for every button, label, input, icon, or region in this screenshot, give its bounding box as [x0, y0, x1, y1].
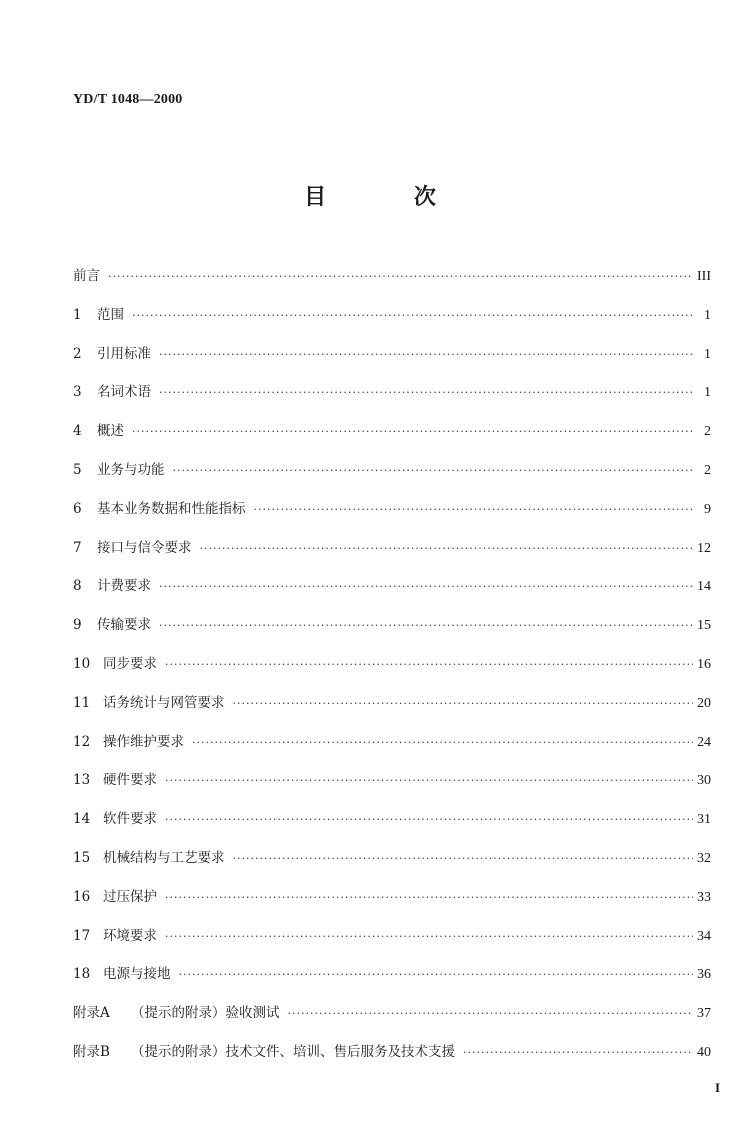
- toc-dot-leader: [254, 500, 696, 520]
- toc-dot-leader: [159, 345, 695, 365]
- toc-entry-number: 1: [73, 306, 82, 323]
- toc-entry-14[interactable]: [73, 809, 711, 848]
- toc-entry-label: 话务统计与网管要求: [103, 694, 225, 711]
- toc-entry-number: 13: [73, 772, 91, 789]
- toc-dot-leader: [233, 849, 694, 869]
- toc-entry-17[interactable]: [73, 926, 711, 965]
- toc-dot-leader: [200, 539, 694, 559]
- toc-entry-page: 1: [704, 346, 711, 362]
- toc-entry-9[interactable]: [73, 615, 711, 654]
- toc-entry-page: 1: [704, 307, 711, 323]
- toc-dot-leader: [132, 306, 695, 326]
- toc-entry-label: 基本业务数据和性能指标: [97, 500, 246, 517]
- toc-entry-page: 34: [697, 928, 711, 944]
- toc-entry-label: 范围: [97, 306, 124, 323]
- toc-dot-leader: [165, 655, 693, 675]
- toc-entry-number: 5: [73, 461, 82, 478]
- toc-entry-label: 软件要求: [103, 811, 157, 828]
- toc-dot-leader: [179, 965, 694, 985]
- toc-entry-number: 16: [73, 888, 91, 905]
- toc-entry-label: 机械结构与工艺要求: [103, 849, 225, 866]
- toc-entry-label: （提示的附录）验收测试: [131, 1005, 280, 1022]
- toc-entry-number: 7: [73, 539, 82, 556]
- toc-entry-15[interactable]: [73, 848, 711, 887]
- toc-entry-8[interactable]: [73, 576, 711, 615]
- toc-entry-label: 业务与功能: [97, 461, 165, 478]
- toc-entry-16[interactable]: [73, 887, 711, 926]
- toc-entry-appendix-a[interactable]: [73, 1003, 711, 1042]
- toc-entry-number: 4: [73, 423, 82, 440]
- toc-entry-6[interactable]: [73, 499, 711, 538]
- toc-entry-page: 2: [704, 424, 711, 440]
- toc-dot-leader: [192, 733, 693, 753]
- toc-entry-page: 24: [697, 734, 711, 750]
- toc-entry-number: 附录B: [73, 1043, 110, 1060]
- toc-dot-leader: [108, 267, 693, 287]
- toc-entry-page: 40: [697, 1044, 711, 1060]
- toc-entry-page: 37: [697, 1006, 711, 1022]
- toc-entry-number: 3: [73, 384, 82, 401]
- toc-entry-number: 8: [73, 578, 82, 595]
- toc-entry-5[interactable]: [73, 460, 711, 499]
- toc-dot-leader: [165, 888, 693, 908]
- toc-entry-3[interactable]: [73, 382, 711, 421]
- toc-entry-label: 前言: [73, 268, 100, 284]
- toc-dot-leader: [463, 1043, 693, 1063]
- toc-entry-11[interactable]: [73, 693, 711, 732]
- toc-entry-label: 硬件要求: [103, 772, 157, 789]
- toc-dot-leader: [159, 616, 693, 636]
- toc-entry-page: 1: [704, 385, 711, 401]
- toc-entry-appendix-b[interactable]: [73, 1042, 711, 1081]
- toc-entry-page: III: [697, 269, 711, 284]
- toc-entry-number: 11: [73, 694, 91, 711]
- toc-entry-page: 32: [697, 850, 711, 866]
- toc-entry-number: 2: [73, 345, 82, 362]
- toc-entry-page: 12: [697, 540, 711, 556]
- toc-entry-label: 过压保护: [103, 888, 157, 905]
- toc-entry-page: 36: [697, 967, 711, 983]
- toc-entry-4[interactable]: [73, 421, 711, 460]
- toc-entry-18[interactable]: [73, 964, 711, 1003]
- toc-entry-12[interactable]: [73, 732, 711, 771]
- toc-entry-2[interactable]: [73, 344, 711, 383]
- toc-dot-leader: [159, 383, 695, 403]
- toc-entry-page: 9: [704, 501, 711, 517]
- toc-dot-leader: [233, 694, 694, 714]
- toc-entry-preface[interactable]: [73, 266, 711, 305]
- toc-dot-leader: [173, 461, 696, 481]
- toc-entry-label: 同步要求: [103, 655, 157, 672]
- toc-dot-leader: [165, 771, 693, 791]
- toc-entry-number: 18: [73, 966, 91, 983]
- toc-entry-number: 12: [73, 733, 91, 750]
- toc-entry-label: 计费要求: [97, 578, 151, 595]
- toc-entry-1[interactable]: [73, 305, 711, 344]
- toc-dot-leader: [165, 927, 693, 947]
- toc-entry-page: 2: [704, 462, 711, 478]
- toc-entry-label: 电源与接地: [103, 966, 171, 983]
- toc-entry-number: 14: [73, 811, 91, 828]
- toc-dot-leader: [288, 1004, 694, 1024]
- toc-entry-number: 附录A: [73, 1005, 110, 1022]
- toc-entry-7[interactable]: [73, 538, 711, 577]
- toc-entry-page: 30: [697, 773, 711, 789]
- toc-entry-number: 17: [73, 927, 91, 944]
- toc-entry-13[interactable]: [73, 770, 711, 809]
- toc-dot-leader: [165, 810, 693, 830]
- table-of-contents: [73, 266, 711, 1081]
- toc-entry-label: 环境要求: [103, 927, 157, 944]
- toc-entry-page: 33: [697, 889, 711, 905]
- toc-entry-label: （提示的附录）技术文件、培训、售后服务及技术支援: [131, 1043, 455, 1060]
- toc-entry-page: 16: [697, 656, 711, 672]
- toc-entry-10[interactable]: [73, 654, 711, 693]
- toc-dot-leader: [132, 422, 695, 442]
- document-code: YD/T 1048—2000: [73, 92, 183, 107]
- toc-entry-page: 15: [697, 618, 711, 634]
- toc-entry-number: 15: [73, 849, 91, 866]
- toc-entry-label: 接口与信令要求: [97, 539, 192, 556]
- toc-entry-page: 20: [697, 695, 711, 711]
- toc-title: 目 次: [304, 185, 476, 210]
- toc-entry-label: 操作维护要求: [103, 733, 184, 750]
- toc-entry-number: 9: [73, 617, 82, 634]
- toc-entry-page: 31: [697, 812, 711, 828]
- toc-dot-leader: [159, 577, 693, 597]
- toc-entry-page: 14: [697, 579, 711, 595]
- toc-entry-label: 概述: [97, 423, 124, 440]
- toc-entry-label: 名词术语: [97, 384, 151, 401]
- toc-entry-label: 传输要求: [97, 617, 151, 634]
- toc-entry-number: 6: [73, 500, 82, 517]
- page-number: I: [714, 1080, 720, 1095]
- toc-entry-label: 引用标准: [97, 345, 151, 362]
- toc-entry-number: 10: [73, 655, 91, 672]
